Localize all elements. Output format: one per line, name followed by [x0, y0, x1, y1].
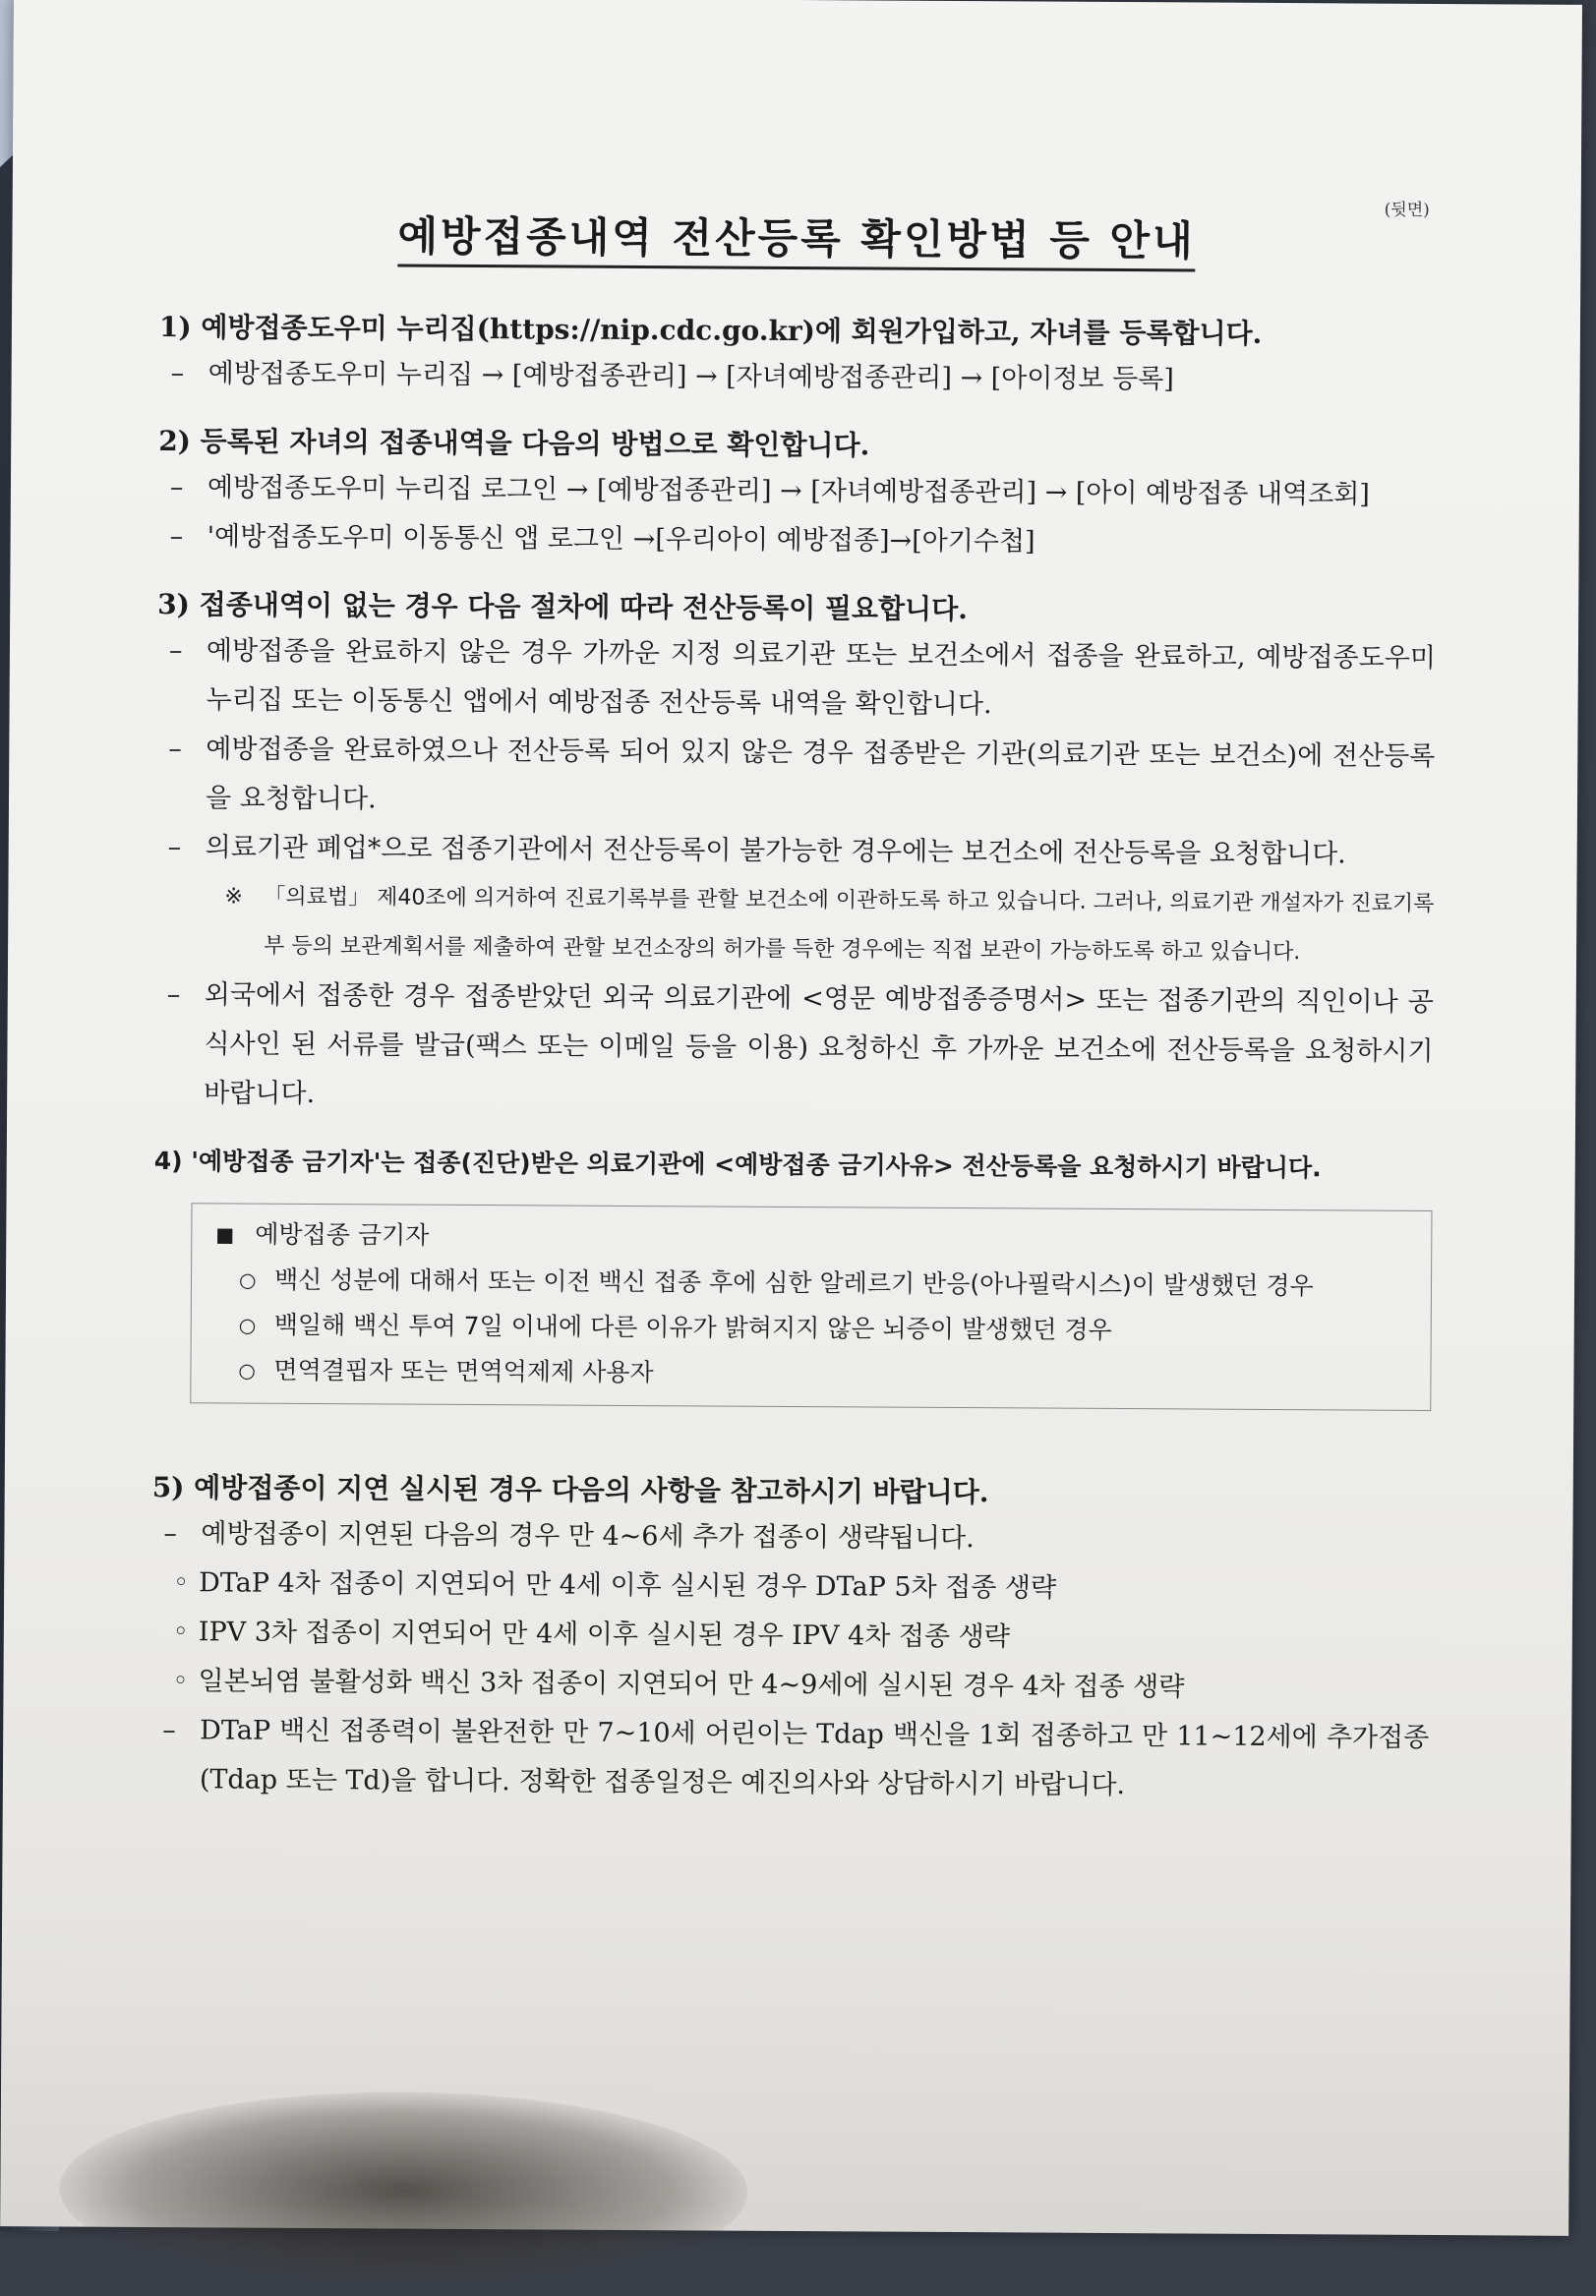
section-2-heading: 2) 등록된 자녀의 접종내역을 다음의 방법으로 확인합니다.: [158, 425, 870, 462]
section-3-item: – 외국에서 접종한 경우 접종받았던 외국 의료기관에 <영문 예방접종증명서> 또는 접종기관의 직인이나 공식사인 된 서류를 발급(팩스 또는 이메일 등을 이용) 요청하신 후 가까운 보건소에 전산등록을 요청하시기 바랍니다.: [154, 971, 1434, 1126]
section-1-item: – 예방접종도우미 누리집 → [예방접종관리] → [자녀예방접종관리] → [아이정보 등록]: [159, 349, 1438, 406]
section-5-item: – DTaP 백신 접종력이 불완전한 만 7~10세 어린이는 Tdap 백신을 1회 접종하고 만 11~12세에 추가접종(Tdap 또는 Td)을 합니다. 정확한 접종일정은 예진의사와 상담하시기 바랍니다.: [150, 1706, 1430, 1812]
section-5-item: – 예방접종이 지연된 다음의 경우 만 4~6세 추가 접종이 생략됩니다.: [151, 1509, 1430, 1566]
section-3-footnote: ※ 「의료법」 제40조에 의거하여 진료기록부를 관할 보건소에 이관하도록 하고 있습니다. 그러나, 의료기관 개설자가 진료기록부 등의 보관계획서를 제출하여 관할 보건소장의 허가를 득한 경우에는 직접 보관이 가능하도록 하고 있습니다.: [155, 872, 1435, 978]
contraindication-box: [190, 1203, 1432, 1411]
box-item: ○ 백일해 백신 투여 7일 이내에 다른 이유가 밝혀지지 않은 뇌증이 발생했던 경우: [215, 1302, 1415, 1354]
hand-shadow: [59, 2090, 748, 2290]
section-5-heading: 5) 예방접종이 지연 실시된 경우 다음의 사항을 참고하시기 바랍니다.: [151, 1471, 989, 1509]
section-4-heading: 4) '예방접종 금기자'는 접종(진단)받은 의료기관에 <예방접종 금기사유> 전산등록을 요청하시기 바랍니다.: [153, 1147, 1322, 1183]
section-3-item: – 예방접종을 완료하였으나 전산등록 되어 있지 않은 경우 접종받은 기관(의료기관 또는 보건소)에 전산등록을 요청합니다.: [156, 725, 1436, 831]
section-5-dot-item: ◦ 일본뇌염 불활성화 백신 3차 접종이 지연되어 만 4~9세에 실시된 경우 4차 접종 생략: [150, 1657, 1429, 1714]
page-mark: (뒷면): [1384, 200, 1430, 220]
box-title: ■ 예방접종 금기자: [215, 1211, 1415, 1264]
document-body: [150, 306, 1438, 1812]
section-3-heading: 3) 접종내역이 없는 경우 다음 절차에 따라 전산등록이 필요합니다.: [157, 588, 969, 626]
title-text: 예방접종내역 전산등록 확인방법 등 안내: [397, 212, 1196, 272]
section-1-heading: 1) 예방접종도우미 누리집(https://nip.cdc.go.kr)에 회원가입하고, 자녀를 등록합니다.: [158, 311, 1263, 350]
section-5-dot-item: ◦ IPV 3차 접종이 지연되어 만 4세 이후 실시된 경우 IPV 4차 접종 생략: [151, 1608, 1430, 1665]
box-item: ○ 백신 성분에 대해서 또는 이전 백신 접종 후에 심한 알레르기 반응(아나필락시스)이 발생했던 경우: [215, 1257, 1415, 1309]
section-3-item: – 예방접종을 완료하지 않은 경우 가까운 지정 의료기관 또는 보건소에서 접종을 완료하고, 예방접종도우미 누리집 또는 이동통신 앱에서 예방접종 전산등록 내역을 확인합니다.: [156, 626, 1436, 733]
section-2-item: – '예방접종도우미 이동통신 앱 로그인 →[우리아이 예방접종]→[아기수첩]: [157, 512, 1436, 569]
section-2-item: – 예방접종도우미 누리집 로그인 → [예방접종관리] → [자녀예방접종관리] → [아이 예방접종 내역조회]: [158, 463, 1437, 520]
box-item: ○ 면역결핍자 또는 면역억제제 사용자: [214, 1347, 1414, 1399]
section-3-item: – 의료기관 폐업*으로 접종기관에서 전산등록이 불가능한 경우에는 보건소에 전산등록을 요청합니다.: [156, 823, 1435, 880]
section-5-dot-item: ◦ DTaP 4차 접종이 지연되어 만 4세 이후 실시된 경우 DTaP 5차 접종 생략: [151, 1559, 1430, 1616]
document-title: [12, 202, 1580, 270]
